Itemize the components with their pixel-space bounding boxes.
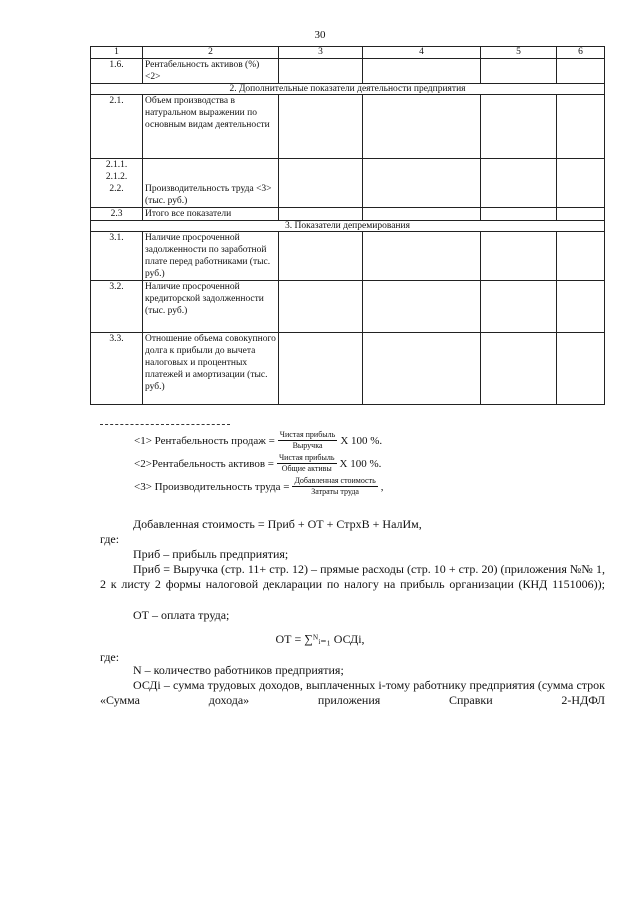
footnote-tail: X 100 %. (340, 434, 383, 447)
row-number-group (91, 159, 143, 208)
table-row (91, 159, 605, 208)
fraction-denominator: Затраты труда (311, 487, 359, 496)
table-header-row (91, 47, 605, 59)
formula: ОТ = ∑ᴺᵢ₌₁ ОСДi, (275, 632, 365, 646)
footnote-lead: <1> Рентабельность продаж = (134, 434, 275, 447)
footnote-1 (134, 430, 382, 451)
fraction-denominator: Выручка (292, 441, 323, 450)
row-number: 2.2. (109, 184, 124, 194)
header-cell: 3 (279, 47, 363, 59)
header-cell: 2 (143, 47, 279, 59)
row-label: Итого все показатели (143, 208, 279, 221)
footnote-tail: , (380, 480, 384, 493)
row-label: Объем производства в натуральном выражении по основным видам деятельности (143, 95, 279, 159)
row-label: Рентабельность активов (%) <2> (143, 59, 279, 84)
fraction (277, 453, 337, 474)
table-row (91, 333, 605, 405)
header-cell: 6 (557, 47, 605, 59)
footnote-3 (134, 476, 383, 497)
header-cell: 1 (91, 47, 143, 59)
row-label: Наличие просроченной кредиторской задолженности (тыс. руб.) (143, 281, 279, 333)
table-row (91, 208, 605, 221)
table-row (91, 232, 605, 281)
row-number: 2.1.1. (105, 160, 128, 170)
header-cell: 5 (481, 47, 557, 59)
header-cell: 4 (363, 47, 481, 59)
fraction-numerator: Чистая прибыль (278, 453, 335, 462)
row-number: 3.1. (91, 232, 143, 281)
row-label: Отношение объема совокупного долга к прибыли до вычета налоговых и процентных платежей и амортизации (тыс. руб.) (143, 333, 279, 405)
table-row (91, 281, 605, 333)
row-number: 2.1. (91, 95, 143, 159)
row-number: 3.2. (91, 281, 143, 333)
footnote-divider (100, 424, 230, 425)
paragraph: Добавленная стоимость = Приб + ОТ + СтрхВ + НалИм, (133, 517, 422, 531)
row-number: 2.1.2. (105, 172, 128, 182)
indicators-table (90, 46, 605, 405)
paragraph: Приб – прибыль предприятия; (133, 547, 289, 561)
page-number: 30 (314, 29, 326, 41)
section-title: 3. Показатели депремирования (91, 221, 605, 232)
fraction-numerator: Добавленная стоимость (294, 476, 376, 485)
paragraph: ОСДi – сумма трудовых доходов, выплаченных i-тому работнику предприятия (сумма строк «Сумма дохода» приложения Справки 2-НДФЛ (100, 678, 605, 707)
section-row (91, 221, 605, 232)
section-row (91, 84, 605, 95)
fraction-denominator: Общие активы (281, 464, 332, 473)
fraction (292, 476, 377, 497)
fraction-numerator: Чистая прибыль (279, 430, 336, 439)
paragraph: N – количество работников предприятия; (133, 663, 344, 677)
footnote-2 (134, 453, 381, 474)
row-label: Наличие просроченной задолженности по заработной плате перед работниками (тыс. руб.) (143, 232, 279, 281)
section-title: 2. Дополнительные показатели деятельности предприятия (91, 84, 605, 95)
row-label: Производительность труда <3> (тыс. руб.) (145, 184, 272, 206)
row-number: 2.3 (91, 208, 143, 221)
footnote-tail: X 100 %. (339, 457, 382, 470)
paragraph: ОТ – оплата труда; (133, 608, 230, 622)
paragraph: где: (100, 650, 120, 664)
table-row (91, 95, 605, 159)
fraction (278, 430, 338, 451)
row-number: 1.6. (91, 59, 143, 84)
footnote-lead: <3> Производительность труда = (134, 480, 290, 493)
paragraph: Приб = Выручка (стр. 11+ стр. 12) – прямые расходы (стр. 10 + стр. 20) (приложения №№ 1, 2 к листу 2 формы налоговой декларации по налогу на прибыль организации (КНД 1151006)); (100, 562, 605, 591)
table-row (91, 59, 605, 84)
footnote-lead: <2>Рентабельность активов = (134, 457, 274, 470)
row-number: 3.3. (91, 333, 143, 405)
paragraph: где: (100, 532, 120, 546)
